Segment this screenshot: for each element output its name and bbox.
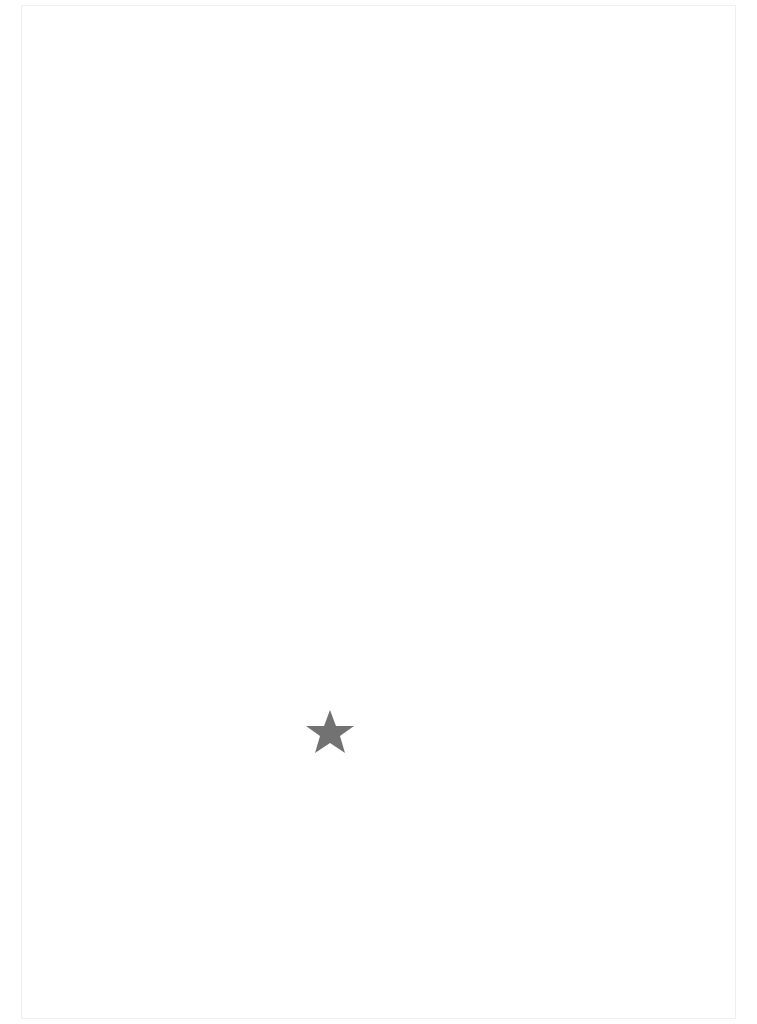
document-page [22,6,735,1018]
section-heading-1 [100,230,120,245]
section-heading-2 [100,362,120,377]
seal-inner-ring [287,428,495,796]
section-heading-3 [100,904,120,919]
official-seal [270,410,512,814]
seal-star-icon [306,710,354,753]
seal-outer-ring [276,416,506,808]
